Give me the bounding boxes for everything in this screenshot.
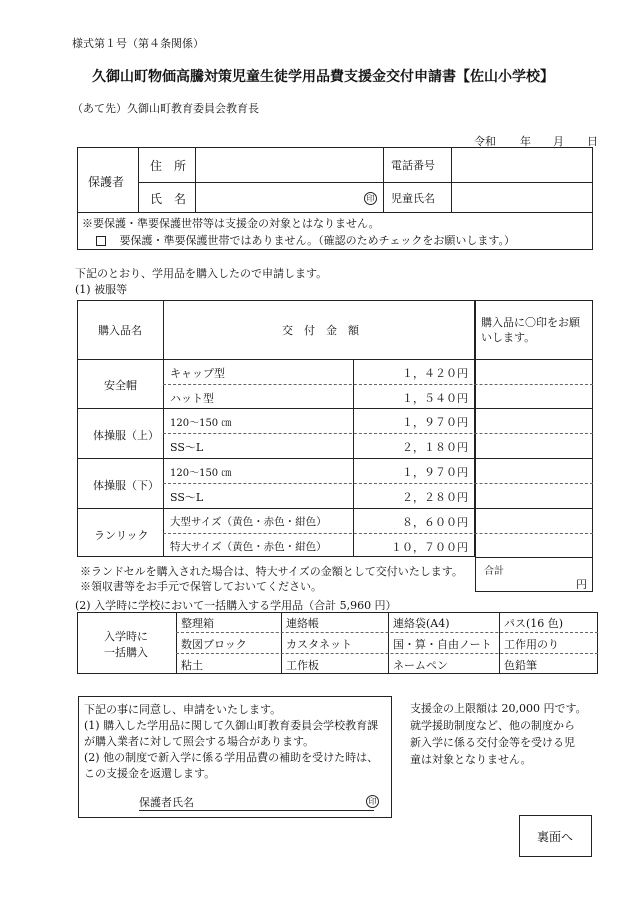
col-item-header: 購入品名	[98, 324, 142, 337]
date-era: 令和	[474, 135, 496, 148]
eligibility-checkbox-label: 要保護・準要保護世帯ではありません。（確認のためチェックをお願いします。）	[119, 234, 515, 247]
eligibility-note: ※要保護・準要保護世帯等は支援金の対象とはなりません。	[82, 217, 380, 230]
mark-cell[interactable]	[477, 535, 591, 556]
phone-label: 電話番号	[391, 159, 435, 172]
side-note	[410, 700, 587, 768]
side-note-line: 童は対象となりません。	[410, 753, 532, 766]
guardian-label: 保護者	[88, 175, 125, 189]
bulk-item: 工作板	[286, 659, 319, 672]
bulk-item: ネームペン	[393, 659, 448, 672]
eligibility-checkbox-row	[96, 232, 515, 248]
side-note-line: 就学援助制度など、他の制度から	[410, 719, 575, 732]
group-safety-hat: 安全帽	[104, 379, 137, 392]
group-gym-top: 体操服（上）	[93, 429, 159, 442]
address-label: 住 所	[150, 159, 187, 173]
row-label: キャップ型	[170, 367, 225, 380]
bulk-item: パス(16 色)	[504, 617, 564, 630]
bulk-item: 工作用のり	[504, 638, 559, 651]
page-title: 久御山町物価高騰対策児童生徒学用品費支援金交付申請書【佐山小学校】	[92, 69, 554, 85]
row-amount: １０，７００円	[391, 541, 468, 554]
row-amount: ２，１８０円	[402, 441, 468, 454]
randoseru-note: ※ランドセルを購入された場合は、特大サイズの金額として交付いたします。	[80, 565, 463, 578]
bulk-item: 整理箱	[181, 617, 214, 630]
row-amount: ８，６００円	[402, 516, 468, 529]
section-2-title: (2) 入学時に学校において一括購入する学用品（合計 5,960 円）	[75, 599, 397, 612]
intro-line: 下記のとおり、学用品を購入したので申請します。	[75, 267, 328, 280]
row-amount: １，４２０円	[402, 367, 468, 380]
eligibility-checkbox[interactable]	[96, 236, 106, 246]
bulk-item: カスタネット	[286, 638, 352, 651]
mark-cell[interactable]	[477, 361, 591, 383]
row-label: 特大サイズ（黄色・赤色・紺色）	[170, 541, 327, 553]
row-label: 120～150 ㎝	[170, 418, 232, 429]
consent-line: この支援金を返還します。	[84, 767, 216, 780]
bulk-item: 国・算・自由ノート	[393, 638, 492, 651]
mark-cell[interactable]	[477, 386, 591, 407]
consent-line: (2) 他の制度で新入学に係る学用品費の補助を受けた時は、	[84, 751, 379, 764]
bulk-item: 連絡袋(A4)	[393, 617, 450, 630]
addressee: （あて先）久御山町教育委員会教育長	[72, 102, 259, 115]
side-note-line: 支援金の上限額は 20,000 円です。	[410, 702, 587, 715]
side-note-line: 新入学に係る交付金等を受ける児	[410, 736, 575, 749]
bulk-item: 数図ブロック	[181, 638, 247, 651]
name-field[interactable]	[200, 188, 350, 208]
name-seal: 印	[364, 192, 377, 205]
mark-cell[interactable]	[477, 410, 591, 432]
bulk-item: 色鉛筆	[504, 659, 537, 672]
next-page-label: 裏面へ	[537, 830, 574, 844]
mark-cell[interactable]	[477, 435, 591, 457]
date-month: 月	[553, 135, 564, 148]
signature-field[interactable]	[200, 790, 360, 808]
row-label: 120～150 ㎝	[170, 468, 232, 479]
row-amount: １，９７０円	[402, 466, 468, 479]
section-1-title: (1) 被服等	[75, 283, 128, 296]
mark-cell[interactable]	[477, 460, 591, 482]
date-year: 年	[520, 135, 531, 148]
row-label: SS～L	[170, 441, 204, 454]
row-label: SS～L	[170, 491, 204, 504]
receipt-note: ※領収書等をお手元で保管しておいてください。	[80, 580, 322, 593]
child-name-field[interactable]	[455, 186, 589, 208]
address-field[interactable]	[200, 158, 380, 178]
col-amount-header: 交 付 金 額	[282, 324, 359, 337]
bulk-item: 粘土	[181, 659, 203, 672]
mark-cell[interactable]	[477, 510, 591, 532]
bulk-label-line1: 入学時に	[104, 630, 148, 643]
signature-label: 保護者氏名	[139, 796, 194, 809]
bulk-label-line2: 一括購入	[104, 646, 148, 659]
bulk-item: 連絡帳	[286, 617, 319, 630]
col-mark-header: 購入品に〇印をお願いします。	[481, 316, 580, 344]
date-day: 日	[587, 135, 598, 148]
phone-field[interactable]	[455, 155, 589, 177]
group-backpack: ランリック	[94, 529, 149, 542]
row-amount: １，５４０円	[402, 392, 468, 405]
total-label: 合計	[484, 566, 504, 577]
consent-line: 下記の事に同意し、申請をいたします。	[84, 703, 282, 716]
group-gym-bottom: 体操服（下）	[93, 479, 159, 492]
mark-cell[interactable]	[477, 485, 591, 507]
child-name-label: 児童氏名	[391, 192, 435, 205]
row-amount: １，９７０円	[402, 416, 468, 429]
total-unit: 円	[576, 578, 587, 591]
signature-seal: 印	[366, 795, 379, 808]
name-label: 氏 名	[150, 192, 187, 206]
form-number: 様式第１号（第４条関係）	[72, 37, 204, 50]
consent-line: が購入業者に対して照会する場合があります。	[84, 735, 315, 748]
row-label: 大型サイズ（黄色・赤色・紺色）	[170, 516, 327, 528]
row-amount: ２，２８０円	[402, 491, 468, 504]
row-label: ハット型	[170, 392, 214, 405]
consent-text	[84, 702, 378, 782]
consent-line: (1) 購入した学用品に関して久御山町教育委員会学校教育課	[84, 719, 379, 732]
